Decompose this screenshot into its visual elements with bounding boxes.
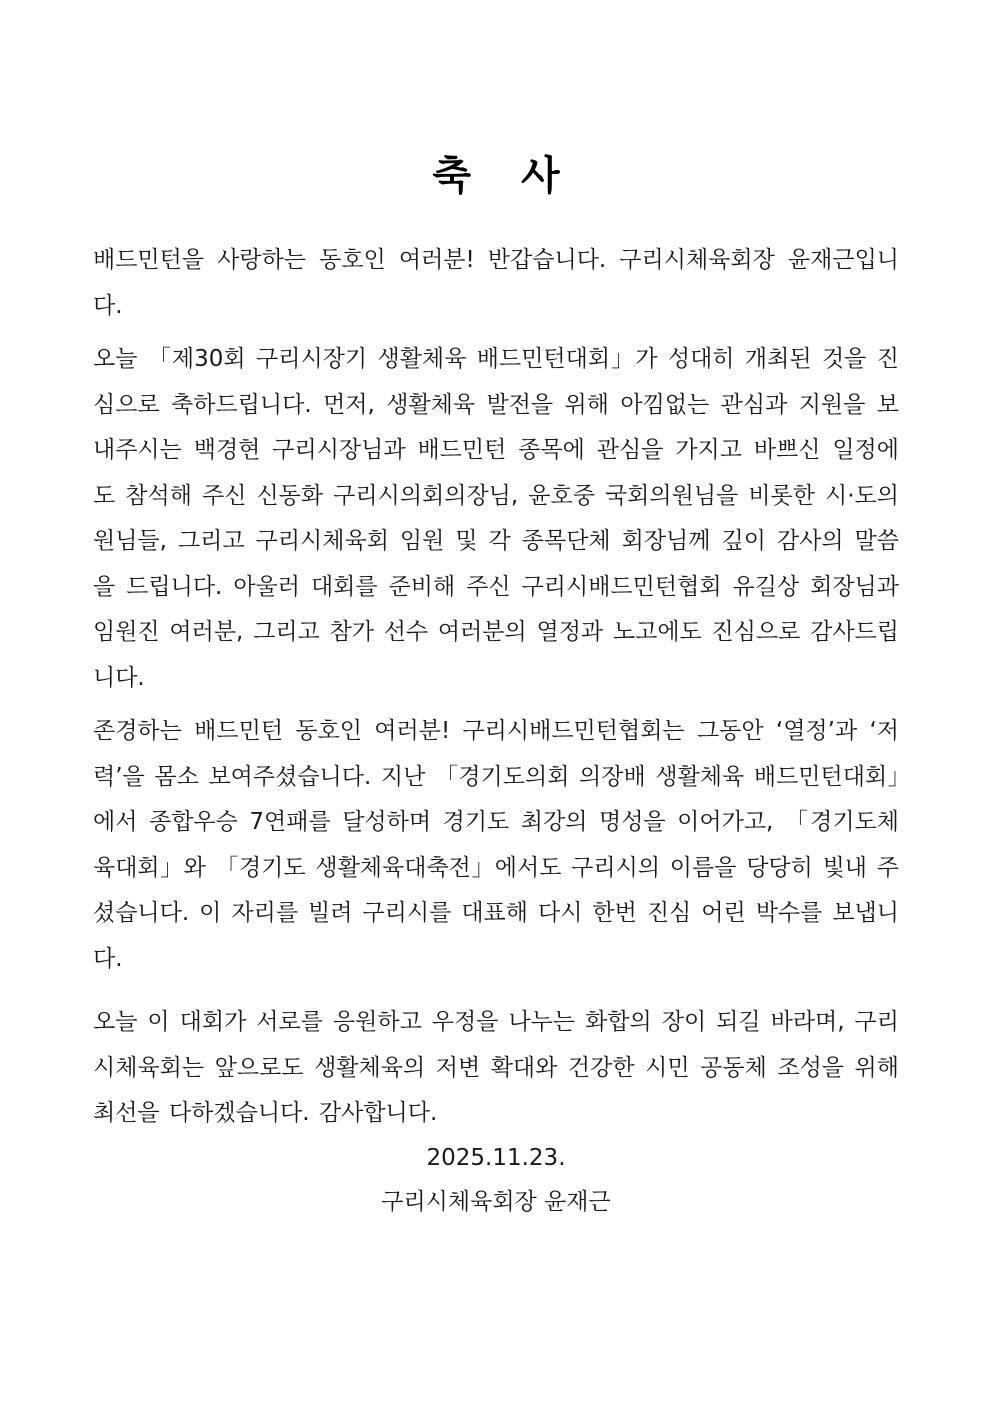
- paragraph-greeting: 배드민턴을 사랑하는 동호인 여러분! 반갑습니다. 구리시체육회장 윤재근입니다.: [93, 247, 899, 319]
- paragraph-achievements: 존경하는 배드민턴 동호인 여러분! 구리시배드민턴협회는 그동안 ‘열정’과 ‘저력’을 몸소 보여주셨습니다. 지난 「경기도의회 의장배 생활체육 배드민턴대회」에서 종합우승 7연패를 달성하며 경기도 최강의 명성을 이어가고, 「경기도체육대회」와 「경기도 생활체육대축전」에서도 구리시의 이름을 당당히 빛내 주셨습니다. 이 자리를 빌려 구리시를 대표해 다시 한번 진심 어린 박수를 보냅니다.: [93, 718, 899, 972]
- paragraph-closing: 오늘 이 대회가 서로를 응원하고 우정을 나누는 화합의 장이 되길 바라며, 구리시체육회는 앞으로도 생활체육의 저변 확대와 건강한 시민 공동체 조성을 위해 최선을 다하겠습니다. 감사합니다.: [93, 1009, 899, 1126]
- signature-block: [0, 1136, 992, 1224]
- paragraph-congratulations: 오늘 「제30회 구리시장기 생활체육 배드민턴대회」가 성대히 개최된 것을 진심으로 축하드립니다. 먼저, 생활체육 발전을 위해 아낌없는 관심과 지원을 보내주시는 백경현 구리시장님과 배드민턴 종목에 관심을 가지고 바쁘신 일정에도 참석해 주신 신동화 구리시의회의장님, 윤호중 국회의원님을 비롯한 시·도의원님들, 그리고 구리시체육회 임원 및 각 종목단체 회장님께 깊이 감사의 말씀을 드립니다. 아울러 대회를 준비해 주신 구리시배드민턴협회 유길상 회장님과 임원진 여러분, 그리고 참가 선수 여러분의 열정과 노고에도 진심으로 감사드립니다.: [93, 346, 899, 691]
- document-body: [93, 238, 899, 1137]
- document-title: 축 사: [432, 153, 578, 199]
- signature-date: 2025.11.23.: [426, 1145, 566, 1171]
- signatory-name: 구리시체육회장 윤재근: [381, 1189, 611, 1215]
